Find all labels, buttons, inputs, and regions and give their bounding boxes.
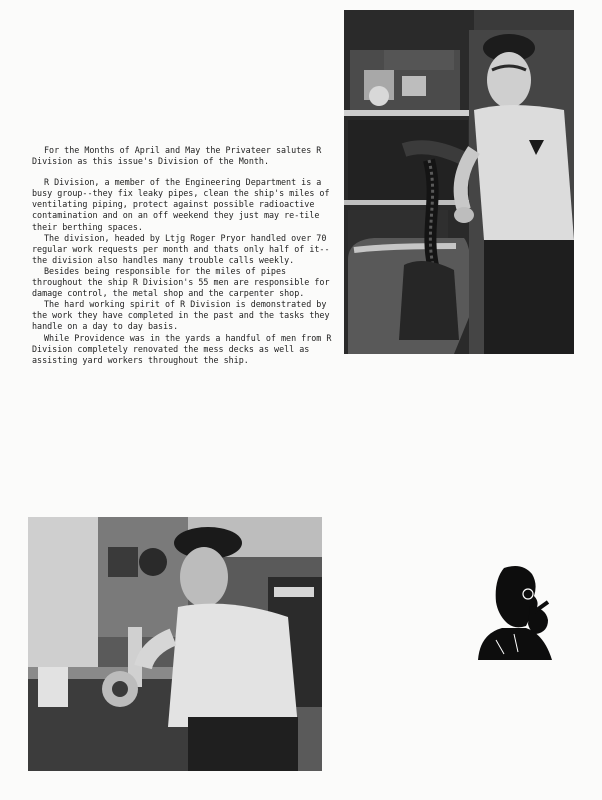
article-paragraph: The hard working spirit of R Division is demonstrated by the work they have completed in the past and the tasks they handle on a day to day basis. xyxy=(32,299,330,332)
article-body xyxy=(32,145,332,366)
photo-sailor-with-hose xyxy=(344,10,574,354)
article-paragraph: R Division, a member of the Engineering Department is a busy group--they fix leaky pipes, clean the ship's miles of ventilating piping, protect against possible radioactive contamination and on an off weekend they just may re-tile their berthing spaces. xyxy=(32,177,330,232)
article-paragraph: While Providence was in the yards a handful of men from R Division completely renovated the mess decks as well as assisting yard workers throughout the ship. xyxy=(32,332,332,365)
photo-sailor-at-valve xyxy=(28,517,322,771)
silhouette-sailor-profile xyxy=(474,562,554,660)
article-paragraph: Besides being responsible for the miles of pipes throughout the ship R Division's 55 men are responsible for damage control, the metal shop and the carpenter shop. xyxy=(32,265,330,299)
article-paragraph: The division, headed by Ltjg Roger Pryor handled over 70 regular work requests per month and thats only half of it--the division also handles many trouble calls weekly. xyxy=(32,232,330,265)
article-paragraph: For the Months of April and May the Privateer salutes R Division as this issue's Division of the Month. xyxy=(32,145,322,167)
